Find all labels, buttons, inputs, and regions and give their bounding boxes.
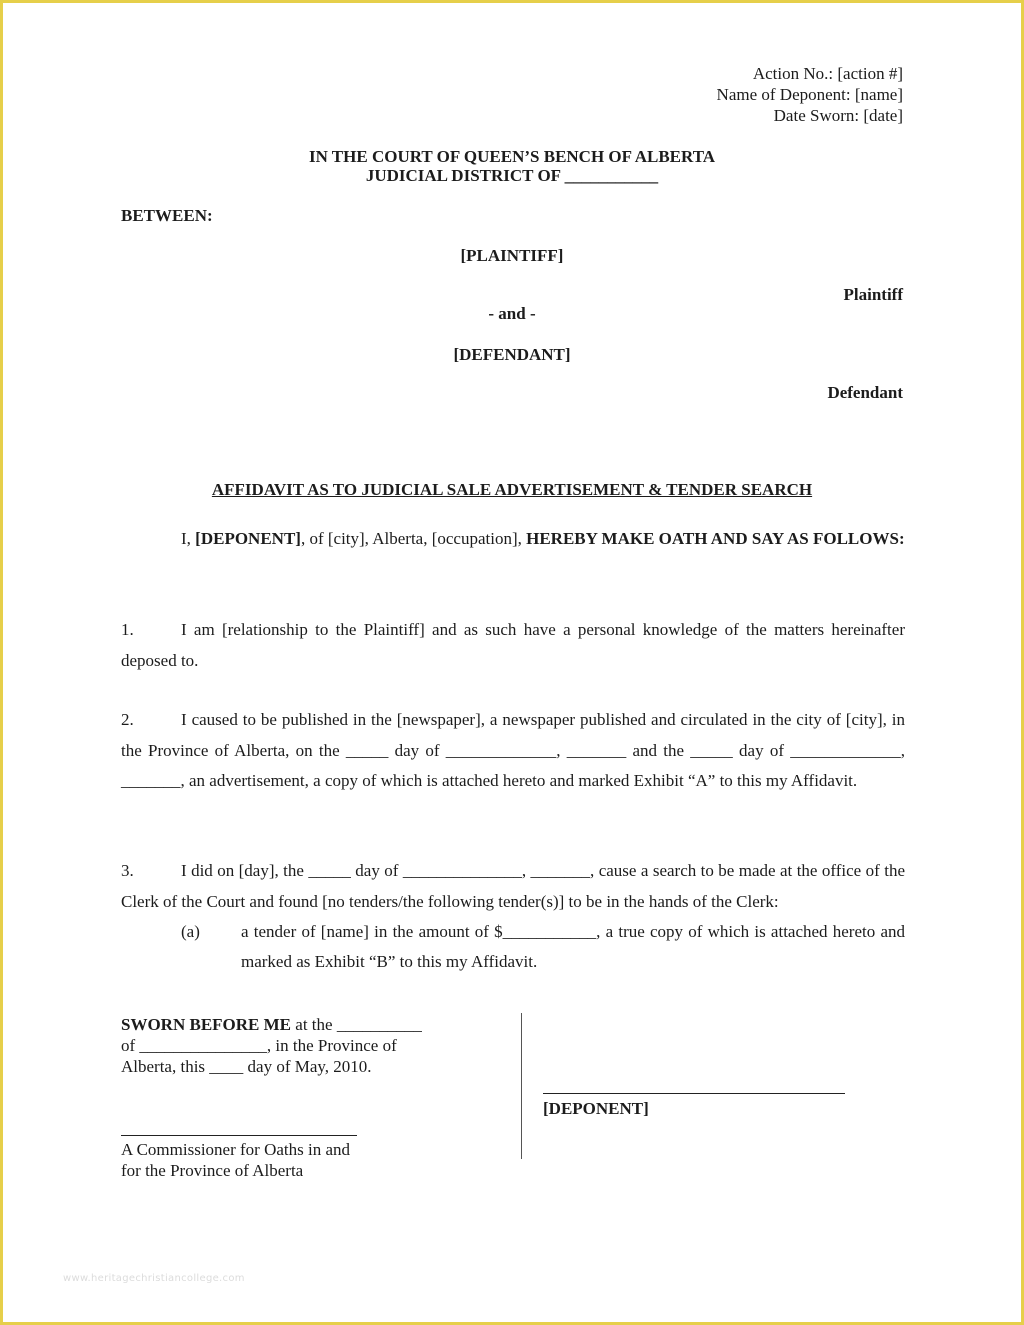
paragraph-1 (121, 615, 905, 676)
commissioner-line-2: for the Province of Alberta (121, 1161, 304, 1180)
sworn-line-3: Alberta, this ____ day of May, 2010. (121, 1057, 372, 1076)
paragraph-2 (121, 705, 905, 797)
subparagraph-label: (a) (181, 922, 200, 941)
document-title: AFFIDAVIT AS TO JUDICIAL SALE ADVERTISEMENT & TENDER SEARCH (211, 480, 813, 499)
deponent-signature-label: [DEPONENT] (543, 1099, 649, 1118)
paragraph-number: 1. (121, 620, 134, 639)
sworn-line-2: of _______________, in the Province of (121, 1036, 397, 1055)
paragraph-3 (121, 856, 905, 917)
action-number: Action No.: [action #] (752, 64, 903, 83)
sworn-before-me: SWORN BEFORE ME (121, 1015, 292, 1034)
paragraph-text: I am [relationship to the Plaintiff] and as such have a personal knowledge of the matters hereinafter deposed to. (121, 620, 905, 670)
defendant-name: [DEFENDANT] (453, 345, 571, 364)
and-separator: - and - (488, 304, 536, 323)
between-label: BETWEEN: (121, 206, 213, 225)
watermark: www.heritagechristiancollege.com (63, 1273, 245, 1284)
date-sworn-line: Date Sworn: [date] (773, 106, 903, 125)
sworn-line-1 (121, 1014, 422, 1035)
plaintiff-role: Plaintiff (843, 285, 903, 304)
intro-paragraph (121, 524, 905, 555)
deponent-name-line: Name of Deponent: [name] (716, 85, 903, 104)
judicial-district: JUDICIAL DISTRICT OF ___________ (365, 166, 659, 185)
intro-deponent: [DEPONENT] (195, 529, 301, 548)
intro-oath: HEREBY MAKE OATH AND SAY AS FOLLOWS: (526, 529, 905, 548)
intro-middle: , of [city], Alberta, [occupation], (300, 529, 522, 548)
intro-prefix: I, (181, 529, 191, 548)
paragraph-number: 2. (121, 710, 134, 729)
court-name: IN THE COURT OF QUEEN’S BENCH OF ALBERTA (308, 147, 716, 166)
plaintiff-name: [PLAINTIFF] (460, 246, 564, 265)
deponent-signature-line (543, 1093, 845, 1094)
subparagraph-a (181, 917, 905, 977)
paragraph-text: I caused to be published in the [newspaper], a newspaper published and circulated in the city of [city], in the Province of Alberta, on the _____ day of _____________, _______ and the _____ day of _____________, _______, an advertisement, a copy of which is attached hereto and marked Exhibit “A” to this my Affidavit. (121, 710, 905, 790)
defendant-role: Defendant (827, 383, 903, 402)
signature-divider (521, 1013, 522, 1159)
paragraph-text: I did on [day], the _____ day of ______________, _______, cause a search to be made at the office of the Clerk of the Court and found [no tenders/the following tender(s)] to be in the hands of the Clerk: (121, 861, 905, 911)
sworn-location: at the __________ (291, 1015, 422, 1034)
commissioner-signature-line (121, 1135, 357, 1136)
commissioner-line-1: A Commissioner for Oaths in and (121, 1140, 351, 1159)
paragraph-number: 3. (121, 861, 134, 880)
subparagraph-text: a tender of [name] in the amount of $___________, a true copy of which is attached hereto and marked as Exhibit “B” to this my Affidavit. (241, 922, 905, 971)
